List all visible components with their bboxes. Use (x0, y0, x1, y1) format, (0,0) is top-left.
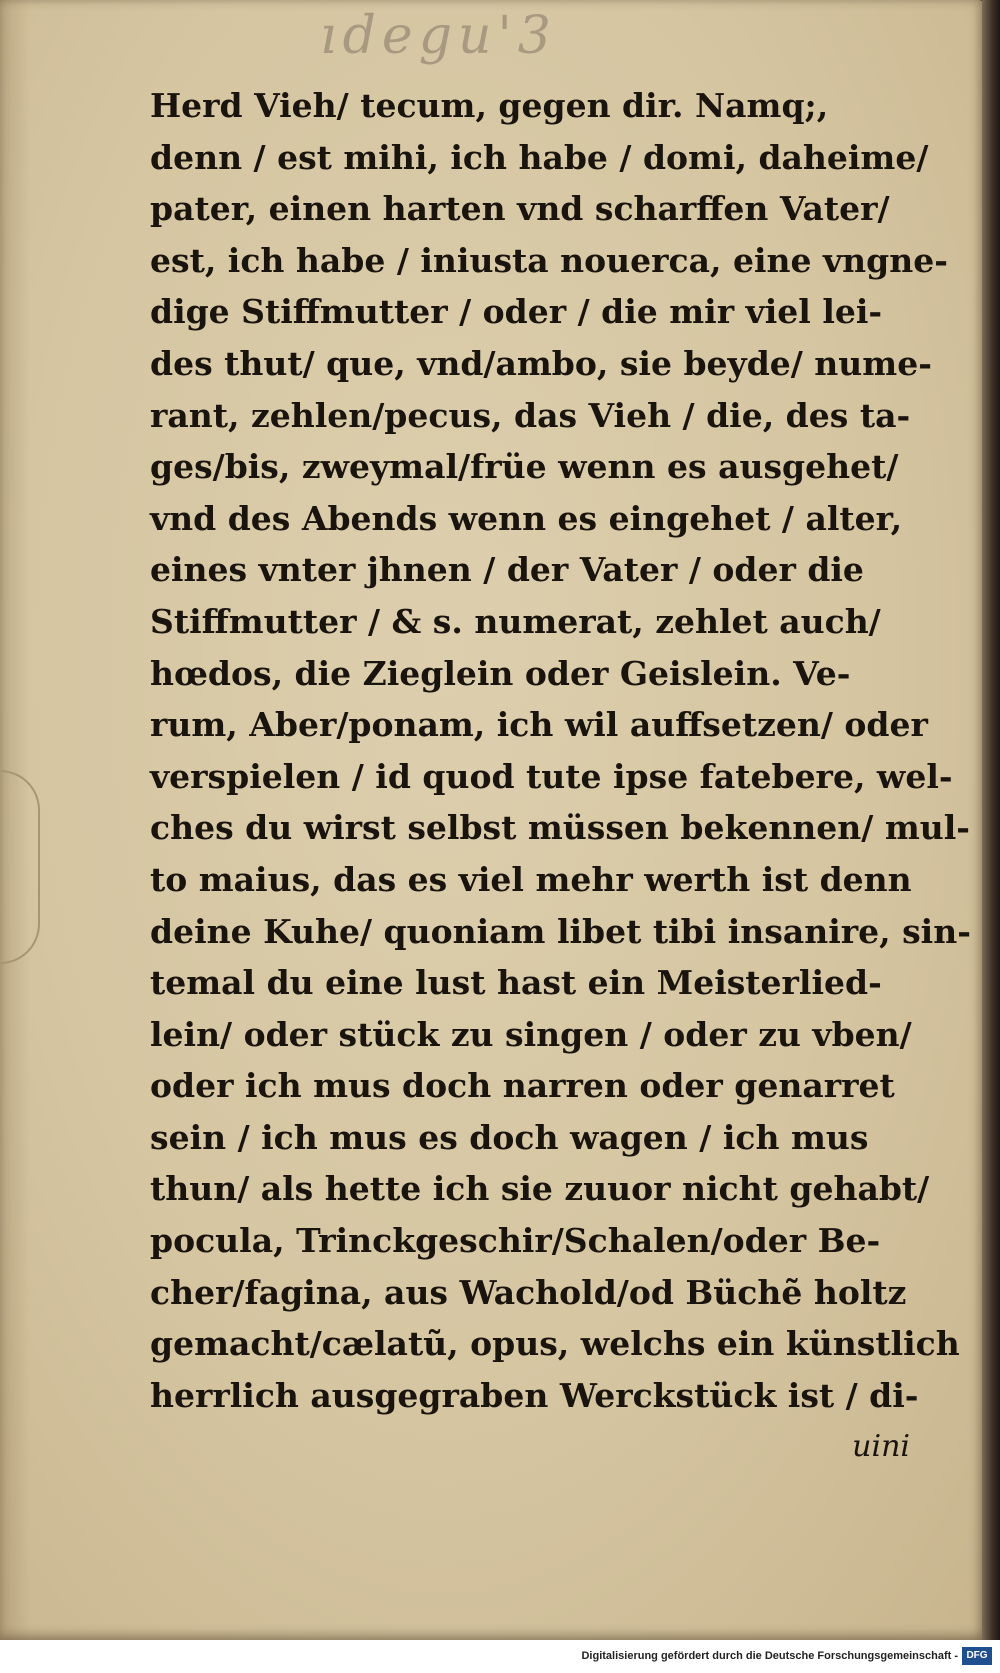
text-line: pater, einen harten vnd scharffen Vater/ (150, 189, 890, 229)
text-line: hœdos, die Zieglein oder Geislein. Ve- (150, 653, 851, 693)
text-line: eines vnter jhnen / der Vater / oder die (150, 550, 864, 590)
funding-credit: Digitalisierung gefördert durch die Deutsche Forschungsgemeinschaft - (581, 1650, 958, 1662)
book-edge (982, 0, 1000, 1640)
dfg-logo: DFG (962, 1647, 992, 1665)
text-line: vnd des Abends wenn es eingehet / alter, (150, 498, 903, 538)
page-tab-outline (0, 770, 40, 964)
handwritten-annotation: ıdegu'3 (320, 6, 557, 66)
text-line: temal du eine lust hast ein Meisterlied- (150, 963, 882, 1003)
catchword: uini (852, 1429, 910, 1465)
text-line: dige Stiffmutter / oder / die mir viel lei- (150, 292, 883, 332)
text-line: rant, zehlen/pecus, das Vieh / die, des ta- (150, 395, 911, 435)
text-line: sein / ich mus es doch wagen / ich mus (150, 1117, 869, 1157)
text-line: deine Kuhe/ quoniam libet tibi insanire, sin- (150, 911, 971, 951)
text-line: ges/bis, zweymal/früe wenn es ausgehet/ (150, 447, 899, 487)
page-text (150, 80, 971, 1473)
text-line: Stiffmutter / & s. numerat, zehlet auch/ (150, 601, 881, 641)
text-line: ches du wirst selbst müssen bekennen/ mul- (150, 808, 970, 848)
text-line: Herd Vieh/ tecum, gegen dir. Namq;, (150, 86, 829, 125)
text-line: cher/fagina, aus Wachold/od Büchẽ holtz (150, 1272, 907, 1312)
footer-bar (0, 1640, 1000, 1673)
text-line: pocula, Trinckgeschir/Schalen/oder Be- (150, 1221, 881, 1261)
text-line: rum, Aber/ponam, ich wil auffsetzen/ oder (150, 705, 928, 745)
text-line: gemacht/cælatũ, opus, welchs ein künstlich (150, 1324, 960, 1364)
text-line: herrlich ausgegraben Werckstück ist / di- (150, 1375, 919, 1415)
text-line: est, ich habe / iniusta nouerca, eine vngne- (150, 240, 948, 280)
text-line: to maius, das es viel mehr werth ist denn (150, 859, 912, 899)
text-line: verspielen / id quod tute ipse fatebere, wel- (150, 756, 953, 796)
text-line: lein/ oder stück zu singen / oder zu vben/ (150, 1014, 912, 1054)
text-line: thun/ als hette ich sie zuuor nicht gehabt/ (150, 1169, 930, 1209)
text-line: des thut/ que, vnd/ambo, sie beyde/ nume- (150, 343, 932, 383)
text-line: oder ich mus doch narren oder genarret (150, 1066, 895, 1106)
text-line: denn / est mihi, ich habe / domi, daheime/ (150, 137, 929, 177)
